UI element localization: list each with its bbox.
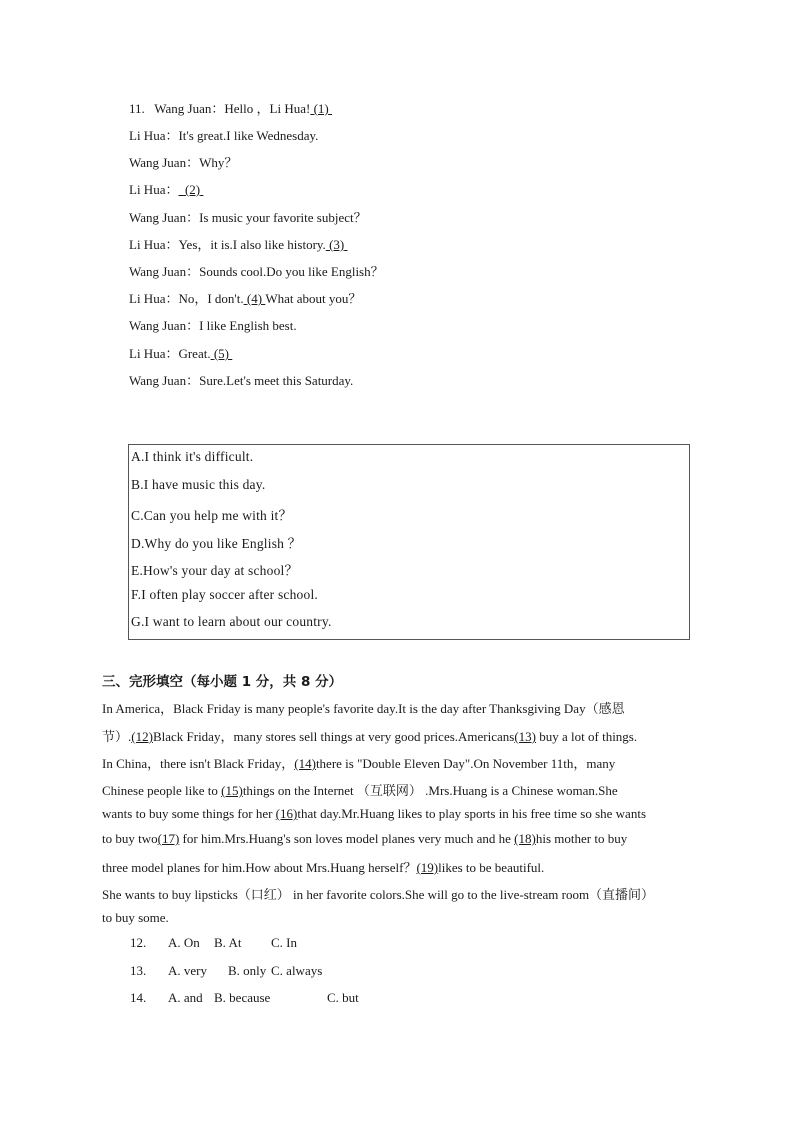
speaker: Wang Juan： — [129, 264, 200, 279]
answer-blank: (19) — [416, 860, 439, 875]
line-text: Hello ，Li Hua! — [224, 101, 311, 116]
speaker: Li Hua： — [129, 291, 179, 306]
passage-line — [102, 884, 654, 903]
question-number: 11. — [129, 101, 145, 116]
option-a: A.I think it's difficult. — [131, 449, 254, 464]
passage-line — [102, 726, 637, 745]
option-d: D.Why do you like English ？ — [131, 536, 302, 551]
choice-a: A. very — [168, 963, 207, 978]
passage-line — [102, 857, 544, 876]
choice-b: B. because — [214, 990, 271, 1005]
line-text: It's great.I like Wednesday. — [178, 128, 319, 143]
passage-text: 节）. — [102, 729, 132, 744]
choice-c: C. but — [327, 990, 359, 1005]
answer-blank: (16) — [275, 806, 298, 821]
options-box — [128, 444, 690, 640]
option-f: F.I often play soccer after school. — [131, 587, 318, 602]
passage-line — [102, 806, 646, 822]
passage-line — [102, 910, 169, 926]
dialog-line — [129, 152, 237, 171]
line-text: Why？ — [199, 155, 238, 170]
line-text: Yes，it is.I also like history. — [178, 237, 326, 252]
speaker: Wang Juan： — [129, 318, 200, 333]
dialog-line — [129, 98, 332, 117]
question-number: 13. — [130, 963, 147, 978]
passage-text: his mother to buy — [535, 831, 628, 846]
dialog-line — [129, 370, 353, 389]
dialog-line — [129, 315, 297, 334]
passage-text: there is "Double Eleven Day".On November 11th，many — [315, 756, 616, 771]
dialog-line — [129, 179, 203, 198]
option-b: B.I have music this day. — [131, 477, 266, 492]
dialog-line — [129, 261, 384, 280]
speaker: Wang Juan： — [129, 210, 200, 225]
option-g: G.I want to learn about our country. — [131, 614, 332, 629]
passage-line — [102, 780, 618, 799]
line-text: Is music your favorite subject？ — [199, 210, 367, 225]
passage-text: Black Friday，many stores sell things at very good prices.Americans — [152, 729, 515, 744]
answer-blank: (15) — [221, 783, 243, 798]
line-text: Sure.Let's meet this Saturday. — [199, 373, 354, 388]
dialog-line — [129, 234, 347, 253]
speaker: Wang Juan： — [129, 373, 200, 388]
passage-text: wants to buy some things for her — [102, 806, 276, 821]
option-e: E.How's your day at school？ — [131, 563, 299, 578]
speaker: Wang Juan： — [129, 155, 200, 170]
passage-line — [102, 753, 615, 772]
passage-line — [102, 698, 625, 717]
question-number: 14. — [130, 990, 147, 1005]
choice-a: A. On — [168, 935, 200, 950]
speaker: Li Hua： — [129, 128, 179, 143]
answer-blank: (17) — [157, 831, 180, 846]
answer-blank: (14) — [294, 756, 316, 771]
choice-a: A. and — [168, 990, 203, 1005]
line-text: Great. — [178, 346, 211, 361]
choice-b: B. only — [228, 963, 267, 978]
passage-text: buy a lot of things. — [536, 729, 638, 744]
passage-text: Chinese people like to — [102, 783, 222, 798]
answer-blank: (5) — [213, 346, 230, 361]
question-row — [130, 990, 359, 1006]
answer-blank: (4) — [246, 291, 263, 306]
answer-blank: (3) — [329, 237, 345, 252]
speaker: Li Hua： — [129, 182, 179, 197]
choice-c: C. In — [271, 935, 297, 950]
passage-text: things on the Internet （互联网） .Mrs.Huang is a Chinese woman.She — [242, 783, 618, 798]
question-row — [130, 935, 297, 951]
dialog-line — [129, 288, 361, 307]
choice-b: B. At — [214, 935, 242, 950]
line-text-after: What about you？ — [265, 291, 362, 306]
line-text: I like English best. — [199, 318, 297, 333]
passage-text: She wants to buy lipsticks（口红） in her favorite colors.She will go to the live-stream room（直播间） — [102, 887, 655, 902]
speaker: Li Hua： — [129, 237, 179, 252]
passage-text: three model planes for him.How about Mrs.Huang herself？ — [102, 860, 417, 875]
answer-blank: (2) — [184, 182, 201, 197]
answer-blank: (18) — [514, 831, 536, 846]
passage-text: for him.Mrs.Huang's son loves model planes very much and he — [179, 831, 515, 846]
passage-text: likes to be beautiful. — [438, 860, 545, 875]
passage-text: to buy two — [102, 831, 158, 846]
choice-c: C. always — [271, 963, 323, 978]
speaker: Li Hua： — [129, 346, 179, 361]
passage-text: that day.Mr.Huang likes to play sports in his free time so she wants — [297, 806, 647, 821]
passage-text: In China，there isn't Black Friday， — [102, 756, 295, 771]
passage-line — [102, 831, 627, 847]
answer-blank: (13) — [514, 729, 537, 744]
passage-text: to buy some. — [102, 910, 169, 925]
question-number: 12. — [130, 935, 147, 950]
line-text: No，I don't. — [178, 291, 244, 306]
dialog-line — [129, 207, 367, 226]
passage-text: In America，Black Friday is many people's favorite day.It is the day after Thanksgiving Day（感恩 — [102, 701, 625, 716]
answer-blank: (12) — [131, 729, 153, 744]
line-text: Sounds cool.Do you like English？ — [199, 264, 384, 279]
question-row — [130, 963, 323, 979]
dialog-line — [129, 343, 232, 362]
option-c: C.Can you help me with it？ — [131, 508, 293, 523]
section-heading: 三、完形填空（每小题 1 分，共 8 分） — [102, 674, 343, 690]
speaker: Wang Juan： — [154, 101, 225, 116]
answer-blank: (1) — [313, 101, 329, 116]
dialog-line — [129, 125, 318, 144]
